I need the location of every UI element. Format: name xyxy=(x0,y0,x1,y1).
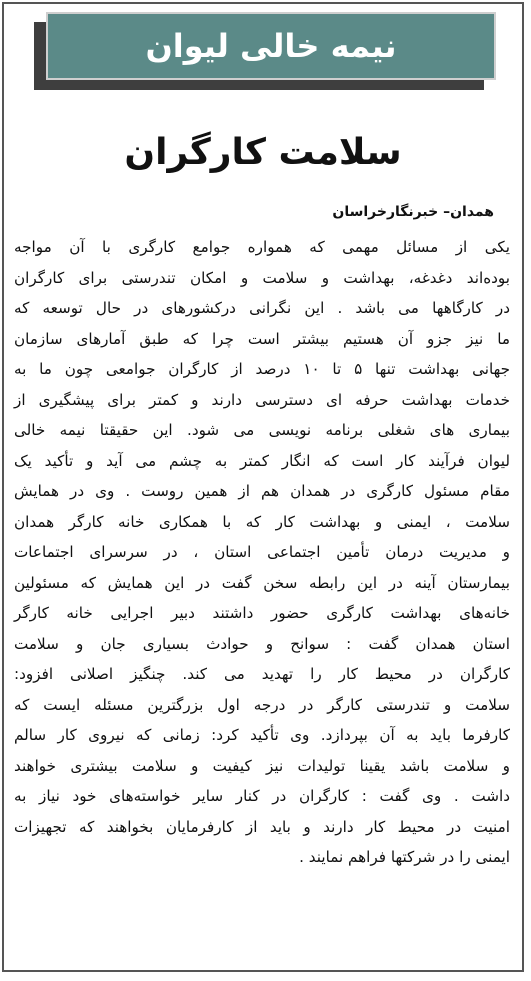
news-article xyxy=(2,2,524,972)
body-line: سلامت ، ایمنی و بهداشت کار که با همکاری خانه کارگر همدان xyxy=(14,512,510,531)
article-body xyxy=(14,232,510,873)
column-title: نیمه خالی لیوان xyxy=(145,27,397,65)
body-line: جهانی بهداشت تنها ۵ تا ۱۰ درصد از کارگران جوامعی چون ما به xyxy=(14,360,510,378)
body-line: خانه‌های بهداشت کارگری حضور داشتند دبیر اجرایی خانه کارگر xyxy=(14,604,510,622)
body-line: کارفرما باید به آن بپردازد. وی تأکید کرد: زمانی که نیروی کار سالم xyxy=(14,726,510,744)
body-line: در کارگاهها می باشد . این نگرانی درکشورهای در حال توسعه که xyxy=(14,299,510,317)
body-line: ایمنی را در شرکتها فراهم نمایند . xyxy=(299,848,510,866)
body-line: امنیت در محیط کار دارند و باید از کارفرمایان بخواهند که تجهیزات xyxy=(14,817,510,836)
body-line: بوده‌اند دغدغه، بهداشت و سلامت و امکان تندرستی برای کارگران xyxy=(14,268,510,287)
body-line: داشت . وی گفت : کارگران در کنار سایر خواسته‌های خود نیاز به xyxy=(14,787,510,805)
body-line: بیمارستان آینه در این رابطه سخن گفت در این همایش که مسئولین xyxy=(14,573,510,592)
body-line: لیوان فرآیند کار است که انگار کمتر به چشم می آید و تأکید یک xyxy=(14,451,510,470)
body-line: استان همدان گفت : سوانح و حوادث بسیاری جان و سلامت xyxy=(14,634,510,653)
body-line: ما نیز جزو آن هستیم بیشتر است چرا که طبق آمارهای سازمان xyxy=(14,329,510,348)
article-headline: سلامت کارگران xyxy=(124,132,402,173)
body-line: مقام مسئول کارگری در همدان هم از همین روست . وی در همایش xyxy=(14,482,510,500)
body-line: سلامت و تندرستی کارگر در درجه اول بزرگترین مسئله ایست که xyxy=(14,695,510,714)
column-banner xyxy=(34,12,499,94)
body-line: یکی از مسائل مهمی که همواره جوامع کارگری با آن مواجه xyxy=(14,238,510,256)
body-line: بیماری های شغلی برنامه نویسی می شود. این حقیقتا نیمه خالی xyxy=(14,421,510,439)
body-line: و سلامت باشد یقینا تولیدات نیز کیفیت و سلامت بیشتری خواهند xyxy=(14,756,510,775)
banner-box xyxy=(46,12,496,80)
article-byline: همدان– خبرنگارخراسان xyxy=(332,204,494,220)
body-line: کارگران در محیط کار را تهدید می کند. چنگیز اصلانی افزود: xyxy=(14,665,510,683)
body-line: خدمات بهداشت حرفه ای دسترسی دارند و کمتر برای پیشگیری از xyxy=(14,390,510,409)
body-line: و مدیریت درمان تأمین اجتماعی استان ، در سرسرای اجتماعات xyxy=(14,543,510,561)
